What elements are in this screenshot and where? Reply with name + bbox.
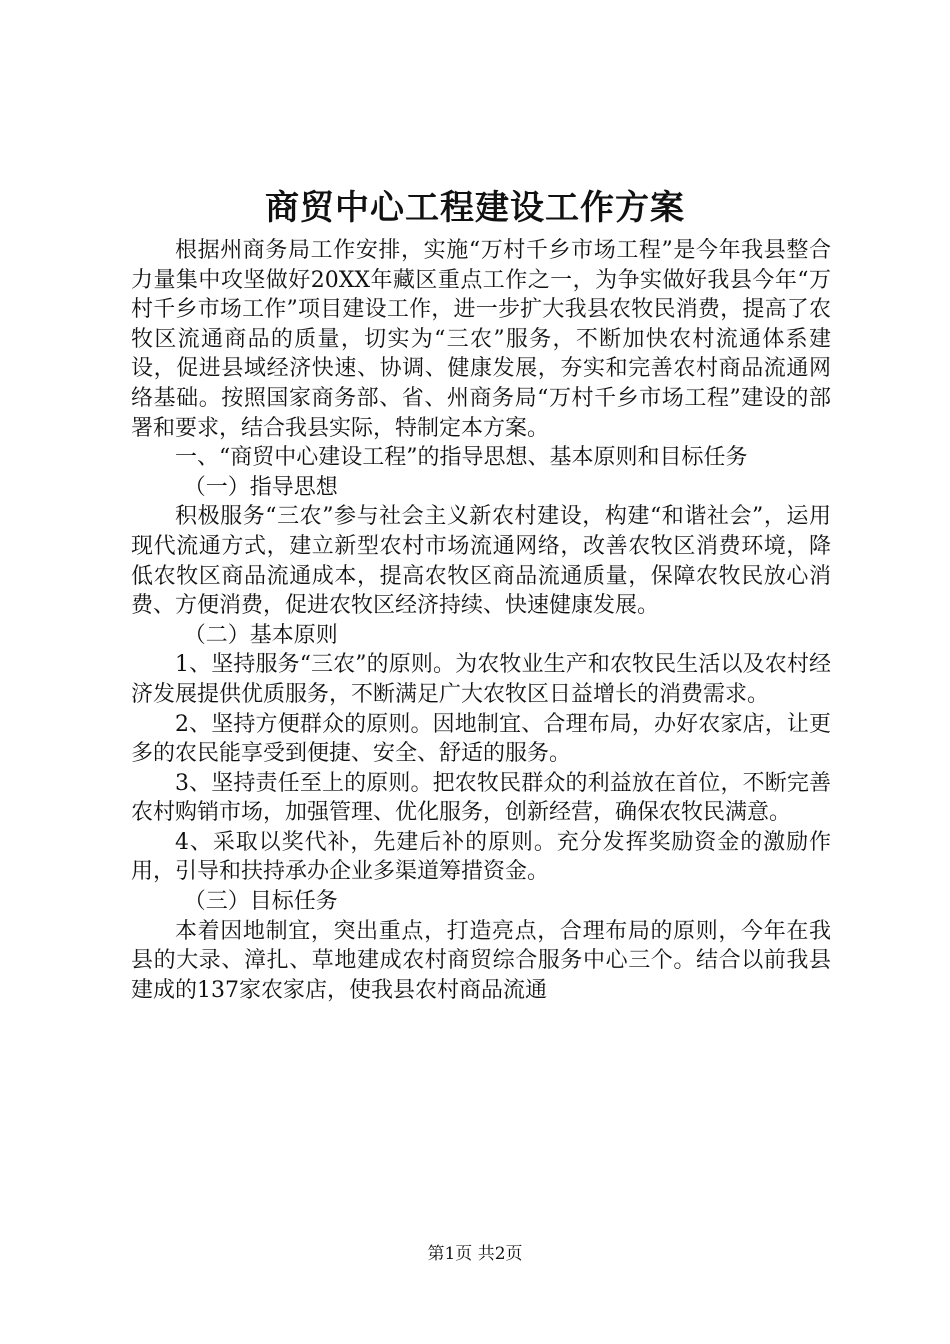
section-heading-1: 一、“商贸中心建设工程”的指导思想、基本原则和目标任务 — [175, 445, 748, 471]
paragraph-targets: 本着因地制宜，突出重点，打造亮点，合理布局的原则，今年在我县的大录、漳扎、草地建成农村商贸综合服务中心三个。结合以前我县建成的137家农家店，使我县农村商品流通 — [131, 918, 831, 1003]
subsection-heading-guiding: （一）指导思想 — [183, 474, 338, 500]
principle-4: 4、采取以奖代补，先建后补的原则。充分发挥奖励资金的激励作用，引导和扶持承办企业多渠道筹措资金。 — [131, 829, 831, 885]
principle-2: 2、坚持方便群众的原则。因地制宜、合理布局，办好农家店，让更多的农民能享受到便捷、安全、舒适的服务。 — [131, 711, 831, 767]
page-number-footer: 第1页 共2页 — [427, 1244, 523, 1264]
paragraph-intro: 根据州商务局工作安排，实施“万村千乡市场工程”是今年我县整合力量集中攻坚做好20XX年藏区重点工作之一，为争实做好我县今年“万村千乡市场工作”项目建设工作，进一步扩大我县农牧民消费，提高了农牧区流通商品的质量，切实为“三农”服务，不断加快农村流通体系建设，促进县域经济快速、协调、健康发展，夯实和完善农村商品流通网络基础。按照国家商务部、省、州商务局“万村千乡市场工程”建设的部署和要求，结合我县实际，特制定本方案。 — [131, 238, 831, 441]
paragraph-guiding: 积极服务“三农”参与社会主义新农村建设，构建“和谐社会”，运用现代流通方式，建立新型农村市场流通网络，改善农牧区消费环境，降低农牧区商品流通成本，提高农牧区商品流通质量，保障农牧民放心消费、方便消费，促进农牧区经济持续、快速健康发展。 — [131, 504, 831, 619]
subsection-heading-principles: （二）基本原则 — [183, 622, 338, 648]
document-title: 商贸中心工程建设工作方案 — [265, 188, 685, 228]
principle-3: 3、坚持责任至上的原则。把农牧民群众的利益放在首位，不断完善农村购销市场，加强管理、优化服务，创新经营，确保农牧民满意。 — [131, 770, 831, 826]
principle-1: 1、坚持服务“三农”的原则。为农牧业生产和农牧民生活以及农村经济发展提供优质服务，不断满足广大农牧区日益增长的消费需求。 — [131, 652, 831, 707]
document-body — [131, 236, 831, 1005]
subsection-heading-targets: （三）目标任务 — [183, 889, 338, 915]
